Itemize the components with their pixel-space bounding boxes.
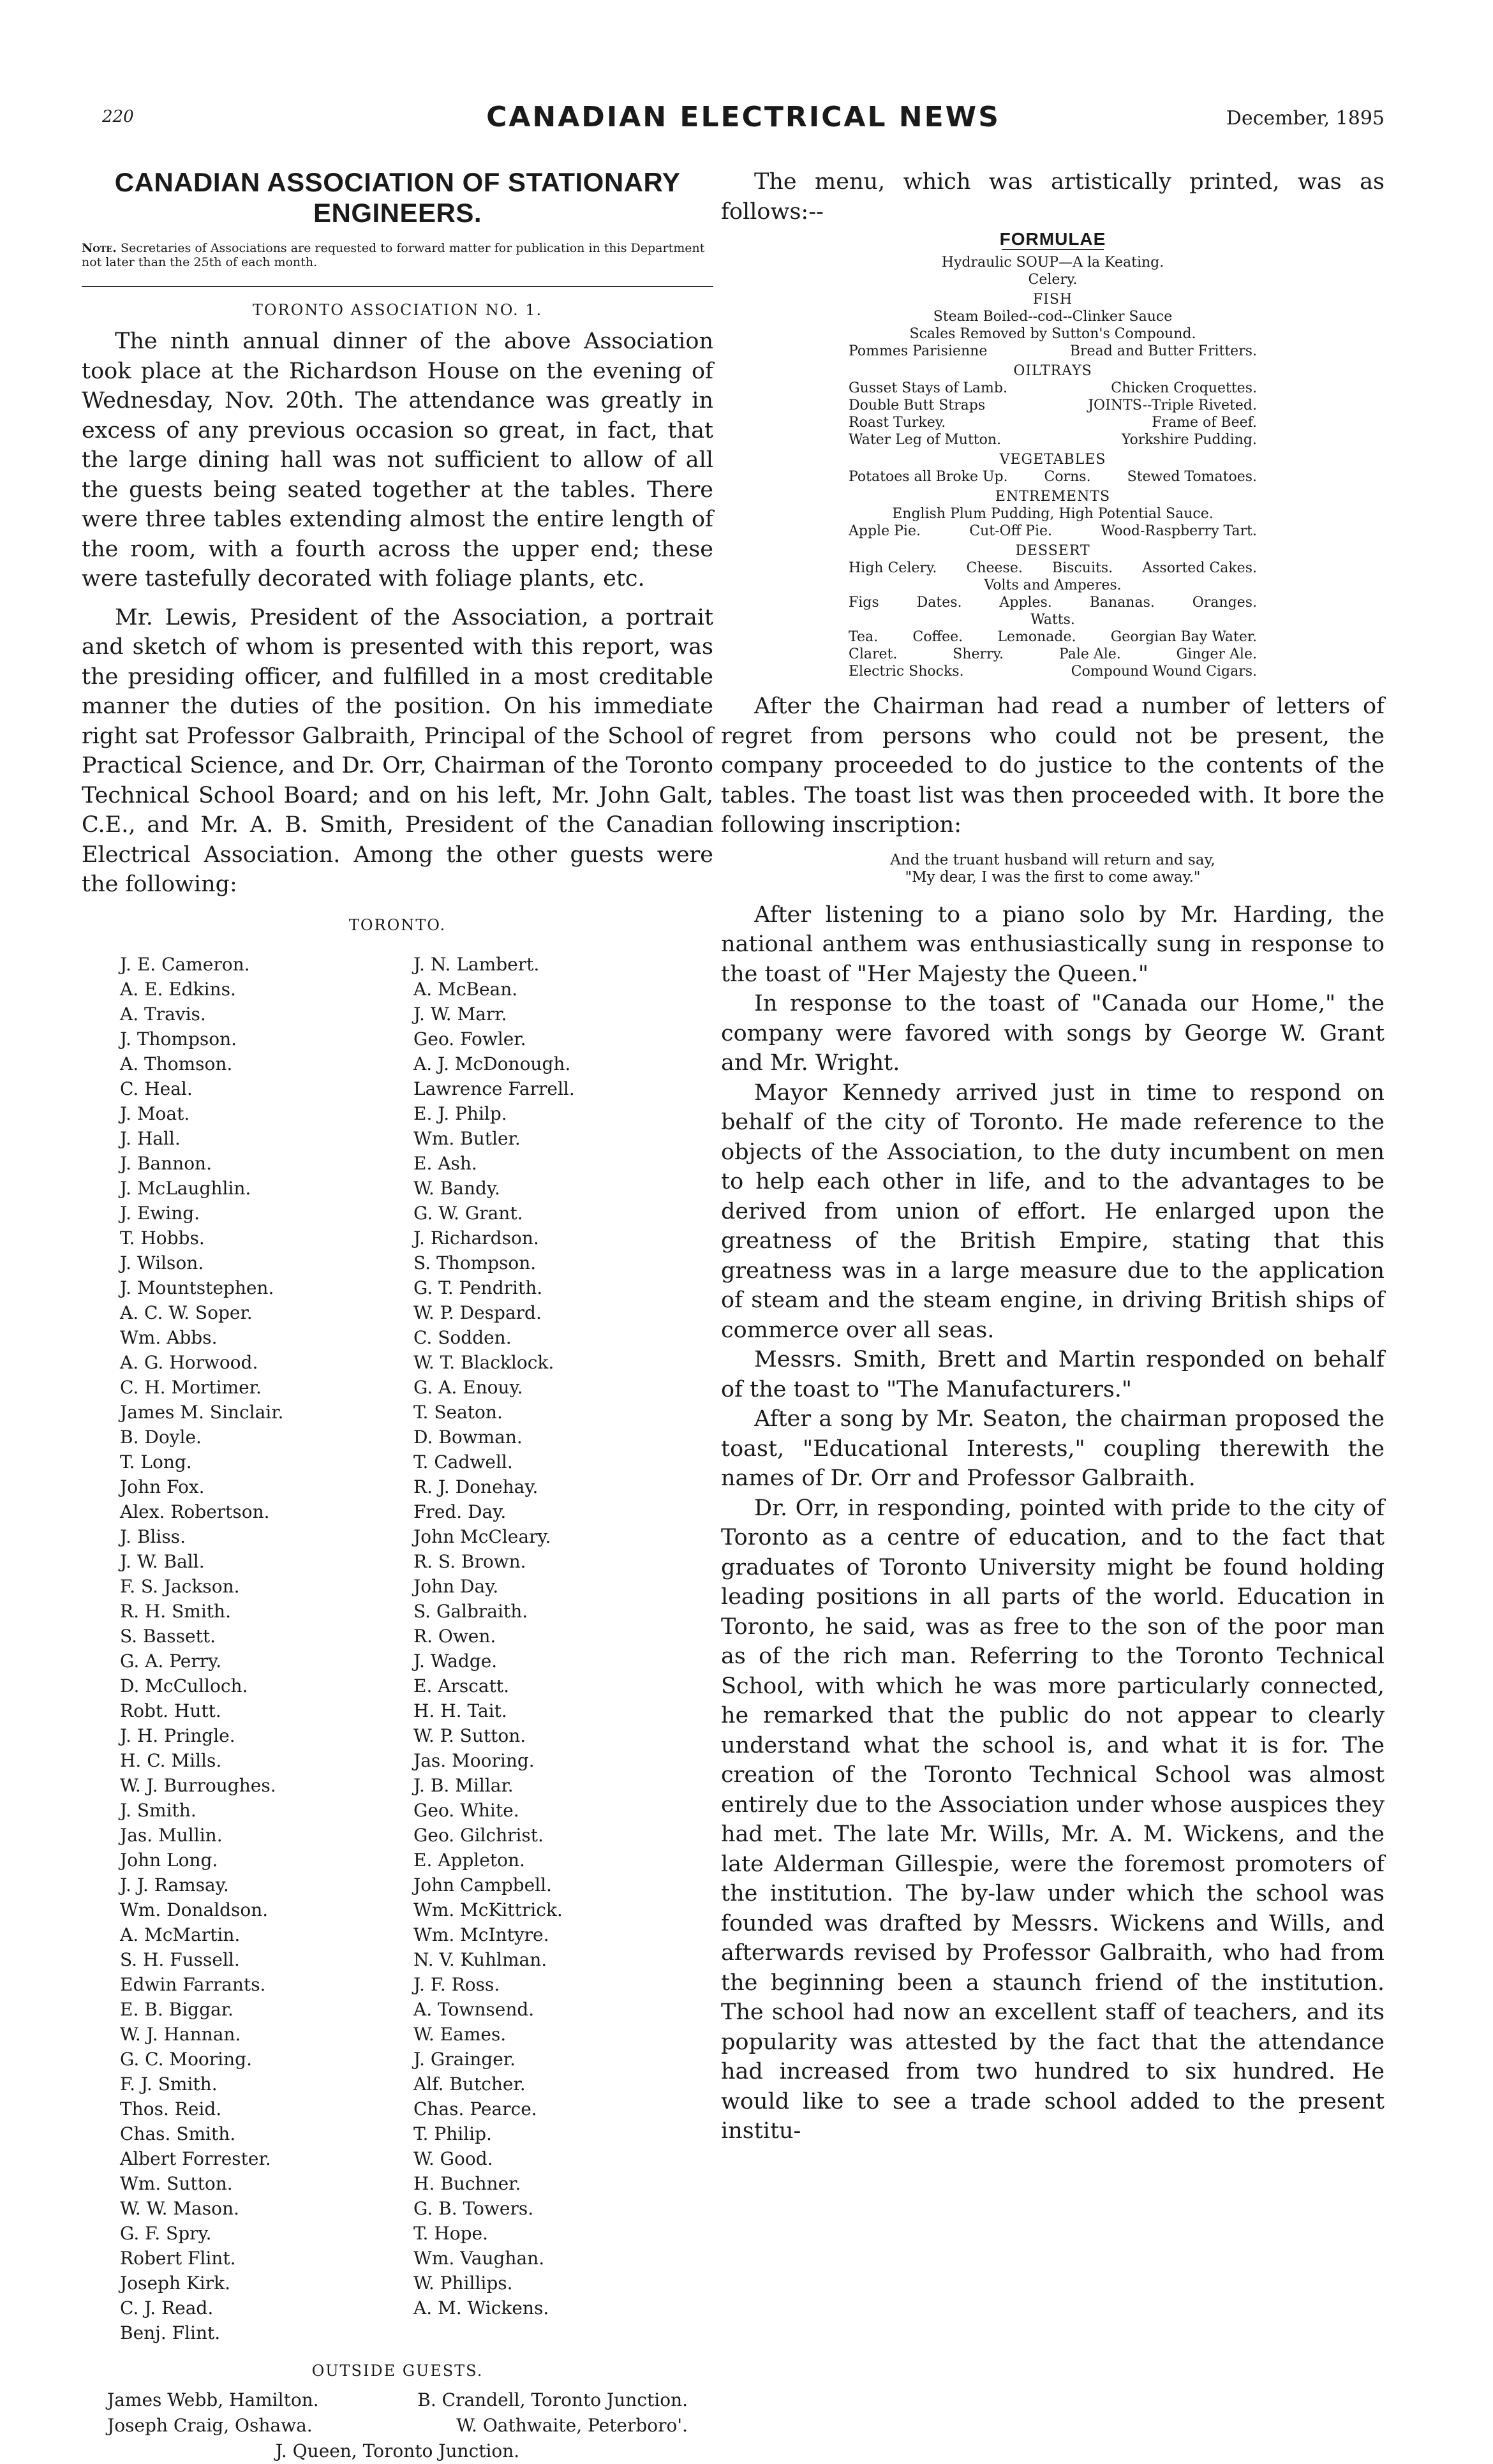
guest-name: J. F. Ross. — [413, 1973, 500, 1995]
guest-name: A. Thomson. — [120, 1053, 233, 1074]
guest-name: Albert Forrester. — [120, 2148, 271, 2169]
menu-item: Figs — [849, 595, 879, 611]
menu-item: Chicken Croquettes. — [1111, 380, 1257, 396]
guest-name: A. McBean. — [413, 978, 518, 1000]
menu-title: FORMULAE — [999, 229, 1106, 249]
guest-name: T. Long. — [120, 1451, 192, 1473]
inscription-line: And the truant husband will return and say, — [890, 851, 1215, 868]
guest-name: J. H. Pringle. — [120, 1725, 235, 1746]
menu-course: OILTRAYS — [1013, 363, 1092, 379]
guest-name: W. Phillips. — [413, 2272, 513, 2294]
menu-line — [849, 325, 1257, 343]
guest-name: Alex. Robertson. — [120, 1501, 270, 1522]
menu-item: Double Butt Straps — [849, 397, 986, 413]
menu-item: Oranges. — [1192, 595, 1257, 611]
menu-item: Tea. — [849, 629, 879, 645]
guest-name: A. Townsend. — [413, 1998, 535, 2020]
menu-item: Sherry. — [953, 646, 1004, 662]
guest-name: D. Bowman. — [413, 1426, 523, 1448]
menu-item: Stewed Tomatoes. — [1127, 469, 1257, 485]
menu-item: Roast Turkey. — [849, 415, 946, 431]
guest-name: J. J. Ramsay. — [120, 1874, 229, 1896]
menu-item: Celery. — [1028, 272, 1078, 288]
guest-name: W. W. Mason. — [120, 2197, 239, 2219]
guest-name: Geo. Fowler. — [413, 1028, 526, 1050]
guest-name: G. B. Towers. — [413, 2197, 534, 2219]
guest-name: Jas. Mooring. — [413, 1749, 535, 1771]
guest-name: G. A. Perry. — [120, 1650, 222, 1672]
guest-name: W. P. Sutton. — [413, 1725, 526, 1746]
guest-column-2 — [413, 952, 707, 2345]
guest-name: J. Queen, Toronto Junction. — [275, 2440, 520, 2461]
menu-item: Bananas. — [1089, 595, 1155, 611]
menu-item: Biscuits. — [1051, 560, 1113, 576]
menu-line — [849, 523, 1257, 540]
guest-name: J. Thompson. — [120, 1028, 237, 1050]
menu-item: Lemonade. — [997, 629, 1076, 645]
paragraph: After a song by Mr. Seaton, the chairman proposed the toast, "Educational Interests," coupling therewith the names of Dr. Orr and Professor Galbraith. — [721, 1406, 1385, 1491]
guest-name: J. McLaughlin. — [120, 1177, 251, 1199]
guest-name: W. P. Despard. — [413, 1302, 542, 1323]
menu-line — [849, 468, 1257, 486]
guest-name: W. Oathwaite, Peterboro'. — [456, 2414, 688, 2436]
guest-name: R. J. Donehay. — [413, 1476, 539, 1497]
guest-name: J. Grainger. — [413, 2048, 516, 2070]
inscription-line: "My dear, I was the first to come away." — [905, 868, 1201, 886]
menu-item: Compound Wound Cigars. — [1071, 664, 1257, 679]
guest-name: S. H. Fussell. — [120, 1948, 240, 1970]
guest-name: A. E. Edkins. — [120, 978, 236, 1000]
menu-item: Water Leg of Mutton. — [849, 432, 1002, 448]
guest-name: Edwin Farrants. — [120, 1973, 266, 1995]
guest-name: J. N. Lambert. — [413, 953, 540, 975]
guest-name: J. Wadge. — [413, 1650, 498, 1672]
page-number: 220 — [102, 107, 134, 126]
outside-guests — [82, 2387, 713, 2464]
guest-name: C. J. Read. — [120, 2297, 214, 2319]
guest-name: J. Smith. — [120, 1799, 197, 1821]
guest-name: Joseph Kirk. — [120, 2272, 231, 2294]
menu-course: ENTREMENTS — [995, 489, 1111, 505]
menu-item: Potatoes all Broke Up. — [849, 469, 1008, 485]
menu-item: Steam Boiled--cod--Clinker Sauce — [933, 309, 1173, 325]
menu-line — [849, 505, 1257, 523]
journal-title: CANADIAN ELECTRICAL NEWS — [486, 101, 1000, 133]
menu-item: Yorkshire Pudding. — [1121, 432, 1257, 448]
guest-name: Geo. White. — [413, 1799, 519, 1821]
guest-name: T. Philip. — [413, 2123, 492, 2144]
guest-name: G. F. Spry. — [120, 2222, 212, 2244]
guest-name: B. Crandell, Toronto Junction. — [417, 2389, 688, 2410]
menu-item: Electric Shocks. — [849, 664, 964, 679]
paragraph: After the Chairman had read a number of letters of regret from persons who could not be present, the company proceeded to do justice to the contents of the tables. The toast list was then proceeded with. It bore the following inscription: — [721, 694, 1385, 838]
guest-name: E. Ash. — [413, 1152, 477, 1174]
guest-name: Alf. Butcher. — [413, 2073, 526, 2095]
menu-item: JOINTS--Triple Riveted. — [1088, 397, 1257, 413]
note-label: Note. — [82, 241, 117, 255]
menu-line — [849, 380, 1257, 397]
guest-name: G. T. Pendrith. — [413, 1277, 543, 1298]
menu-item: Bread and Butter Fritters. — [1069, 343, 1257, 359]
menu-item: High Celery. — [849, 560, 937, 576]
guest-name: Benj. Flint. — [120, 2322, 221, 2343]
divider — [82, 286, 713, 287]
menu-item: Assorted Cakes. — [1142, 560, 1257, 576]
guest-name: Joseph Craig, Oshawa. — [107, 2414, 313, 2436]
guest-name: Robert Flint. — [120, 2247, 236, 2269]
outside-guests-row — [82, 2387, 713, 2413]
guest-name: J. B. Millar. — [413, 1774, 514, 1796]
menu-item: English Plum Pudding, High Potential Sauce. — [892, 506, 1214, 522]
menu-item: Scales Removed by Sutton's Compound. — [909, 326, 1196, 342]
menu-item: Claret. — [849, 646, 898, 662]
menu-line — [849, 577, 1257, 594]
guest-name: Robt. Hutt. — [120, 1700, 221, 1721]
outside-guests-row — [82, 2438, 713, 2464]
toast-inscription — [721, 852, 1385, 886]
guest-name: S. Bassett. — [120, 1625, 216, 1647]
guest-name: G. A. Enouy. — [413, 1376, 523, 1398]
guest-name: Jas. Mullin. — [120, 1824, 223, 1846]
menu-item: Cut-Off Pie. — [969, 523, 1053, 539]
guest-name: J. Wilson. — [120, 1252, 204, 1273]
menu-item: Coffee. — [912, 629, 963, 645]
menu-line — [849, 397, 1257, 414]
menu-line — [849, 343, 1257, 360]
guest-name: John Campbell. — [413, 1874, 552, 1896]
menu-item: Georgian Bay Water. — [1110, 629, 1257, 645]
guest-name: John Day. — [413, 1575, 499, 1597]
guest-name: T. Hope. — [413, 2222, 489, 2244]
guest-name: S. Thompson. — [413, 1252, 537, 1273]
guest-name: C. Sodden. — [413, 1326, 512, 1348]
guest-name: Geo. Gilchrist. — [413, 1824, 544, 1846]
guest-name: W. Eames. — [413, 2023, 507, 2045]
paragraph: The ninth annual dinner of the above Association took place at the Richardson House on the evening of Wednesday, Nov. 20th. The attendance was greatly in excess of any previous occasion so great, in fact, that the large dining hall was not sufficient to allow of all the guests being seated together at the tables. There were three tables extending almost the entire length of the room, with a fourth across the upper end; these were tastefully decorated with foliage plants, etc. — [82, 329, 713, 591]
guest-name: Lawrence Farrell. — [413, 1078, 575, 1099]
menu-item: Apples. — [999, 595, 1052, 611]
guest-name: R. H. Smith. — [120, 1600, 231, 1622]
guest-name: A. G. Horwood. — [120, 1351, 258, 1373]
guest-name: James Webb, Hamilton. — [107, 2389, 319, 2410]
left-column — [82, 167, 713, 2464]
guest-name: J. Mountstephen. — [120, 1277, 274, 1298]
guest-name: Chas. Pearce. — [413, 2098, 537, 2119]
guest-name: W. T. Blacklock. — [413, 1351, 554, 1373]
guest-name: Wm. McIntyre. — [413, 1924, 549, 1945]
menu-line — [849, 254, 1257, 271]
guest-name: G. W. Grant. — [413, 1202, 523, 1224]
guest-name: W. Good. — [413, 2148, 493, 2169]
guest-name: T. Seaton. — [413, 1401, 503, 1423]
menu-item: Pommes Parisienne — [849, 343, 988, 359]
divider — [1002, 249, 1104, 250]
guest-name: John Fox. — [120, 1476, 205, 1497]
guest-name: F. J. Smith. — [120, 2073, 218, 2095]
guest-name: J. Ewing. — [120, 1202, 200, 1224]
guest-name: J. E. Cameron. — [120, 953, 250, 975]
paragraph: Dr. Orr, in responding, pointed with pride to the city of Toronto as a centre of education, and to the fact that graduates of Toronto University might be found holding leading positions in all parts of the world. Education in Toronto, he said, was as free to the son of the poor man as of the rich man. Referring to the Toronto Technical School, with which he was more particularly connected, he remarked that the public do not appear to clearly understand what the school is, and what it is for. The creation of the Toronto Technical School was almost entirely due to the Association under whose auspices they had met. The late Mr. Wills, Mr. A. M. Wickens, and the late Alderman Gillespie, were the foremost promoters of the institution. The by-law under which the school was founded was drafted by Messrs. Wickens and Wills, and afterwards revised by Professor Galbraith, who had from the beginning been a staunch friend of the institution. The school had now an excellent staff of teachers, and its popularity was attested by the fact that the attendance had increased from two hundred to six hundred. He would like to see a trade school added to the present institu- — [721, 1495, 1385, 2144]
guest-name: Wm. McKittrick. — [413, 1899, 563, 1920]
menu-item: Apple Pie. — [849, 523, 921, 539]
guest-list — [120, 952, 713, 2345]
menu-line — [849, 431, 1257, 449]
guest-name: F. S. Jackson. — [120, 1575, 240, 1597]
menu-line — [849, 560, 1257, 577]
menu-item: Cheese. — [966, 560, 1023, 576]
menu-item: Hydraulic SOUP—A la Keating. — [941, 255, 1164, 271]
paragraph: Messrs. Smith, Brett and Martin responded on behalf of the toast to "The Manufacturers." — [721, 1347, 1385, 1402]
guest-name: H. H. Tait. — [413, 1700, 507, 1721]
guest-name: John Long. — [120, 1849, 218, 1871]
menu-item: Ginger Ale. — [1176, 646, 1257, 662]
guest-name: G. C. Mooring. — [120, 2048, 252, 2070]
guest-name: H. C. Mills. — [120, 1749, 222, 1771]
menu-item: Corns. — [1044, 469, 1091, 485]
guest-name: J. W. Ball. — [120, 1550, 205, 1572]
guest-name: A. McMartin. — [120, 1924, 241, 1945]
menu-line — [849, 611, 1257, 628]
guest-name: N. V. Kuhlman. — [413, 1948, 547, 1970]
guest-name: W. Bandy. — [413, 1177, 500, 1199]
menu-line — [849, 308, 1257, 325]
menu-item: Volts and Amperes. — [984, 577, 1122, 593]
menu-course: DESSERT — [1015, 543, 1090, 559]
guest-name: R. S. Brown. — [413, 1550, 526, 1572]
guest-name: C. Heal. — [120, 1078, 193, 1099]
guest-name: John McCleary. — [413, 1525, 551, 1547]
guest-name: Fred. Day. — [413, 1501, 507, 1522]
guest-name: Wm. Vaughan. — [413, 2247, 545, 2269]
menu-line — [849, 628, 1257, 646]
guest-name: James M. Sinclair. — [120, 1401, 284, 1423]
guest-name: E. Arscatt. — [413, 1675, 509, 1696]
editor-note — [82, 241, 713, 269]
menu-line — [849, 594, 1257, 611]
guest-name: E. J. Philp. — [413, 1102, 507, 1124]
guest-name: B. Doyle. — [120, 1426, 202, 1448]
menu-item: Gusset Stays of Lamb. — [849, 380, 1007, 396]
guest-name: H. Buchner. — [413, 2172, 521, 2194]
guest-name: W. J. Hannan. — [120, 2023, 241, 2045]
guest-name: Thos. Reid. — [120, 2098, 222, 2119]
paragraph: The menu, which was artistically printed, was as follows:-- — [721, 169, 1385, 225]
menu-item: Pale Ale. — [1058, 646, 1121, 662]
menu-course: FISH — [1032, 292, 1073, 308]
guest-name: A. M. Wickens. — [413, 2297, 549, 2319]
guest-name: J. Bliss. — [120, 1525, 186, 1547]
guest-name: J. W. Marr. — [413, 1003, 507, 1025]
guest-name: T. Hobbs. — [120, 1227, 205, 1249]
menu-item: Watts. — [1030, 612, 1075, 628]
guest-name: C. H. Mortimer. — [120, 1376, 262, 1398]
menu-item: Dates. — [916, 595, 962, 611]
menu-course: VEGETABLES — [999, 452, 1106, 468]
guest-name: J. Moat. — [120, 1102, 190, 1124]
running-header — [102, 101, 1385, 139]
guest-name: Chas. Smith. — [120, 2123, 236, 2144]
subheading: TORONTO ASSOCIATION NO. 1. — [252, 301, 543, 319]
guest-name: A. C. W. Soper. — [120, 1302, 253, 1323]
guest-name: Wm. Donaldson. — [120, 1899, 269, 1920]
toronto-label: TORONTO. — [348, 916, 447, 934]
guest-name: J. Bannon. — [120, 1152, 212, 1174]
guest-name: D. McCulloch. — [120, 1675, 248, 1696]
guest-name: A. Travis. — [120, 1003, 206, 1025]
paragraph: Mr. Lewis, President of the Association, a portrait and sketch of whom is presented with this report, was the presiding officer, and fulfilled in a most creditable manner the duties of the position. On his immediate right sat Professor Galbraith, Principal of the School of Practical Science, and Dr. Orr, Chairman of the Toronto Technical School Board; and on his left, Mr. John Galt, C.E., and Mr. A. B. Smith, President of the Canadian Electrical Association. Among the other guests were the following: — [82, 604, 713, 897]
guest-name: J. Richardson. — [413, 1227, 539, 1249]
issue-date: December, 1895 — [1226, 107, 1385, 130]
menu-line — [849, 646, 1257, 663]
guest-name: W. J. Burroughes. — [120, 1774, 276, 1796]
guest-name: R. Owen. — [413, 1625, 496, 1647]
guest-name: Wm. Butler. — [413, 1127, 521, 1149]
paragraph: In response to the toast of "Canada our Home," the company were favored with songs by George W. Grant and Mr. Wright. — [721, 991, 1385, 1076]
guest-name: Wm. Abbs. — [120, 1326, 218, 1348]
menu-line — [849, 663, 1257, 680]
guest-name: E. B. Biggar. — [120, 1998, 234, 2020]
menu-item: Wood-Raspberry Tart. — [1101, 523, 1257, 539]
menu-line — [849, 414, 1257, 431]
guest-name: A. J. McDonough. — [413, 1053, 571, 1074]
outside-guests-label: OUTSIDE GUESTS. — [311, 2361, 484, 2380]
menu-item: Frame of Beef. — [1152, 415, 1257, 431]
paragraph: After listening to a piano solo by Mr. Harding, the national anthem was enthusiastically sung in response to the toast of "Her Majesty the Queen." — [721, 902, 1385, 987]
guest-name: T. Cadwell. — [413, 1451, 513, 1473]
outside-guests-row — [82, 2413, 713, 2438]
guest-name: Wm. Sutton. — [120, 2172, 233, 2194]
right-column — [721, 167, 1385, 2146]
guest-name: J. Hall. — [120, 1127, 181, 1149]
menu-line — [849, 271, 1257, 288]
paragraph: Mayor Kennedy arrived just in time to respond on behalf of the city of Toronto. He made reference to the objects of the Association, to the duty incumbent on men to help each other in life, and to the advantages to be derived from union of effort. He enlarged upon the greatness of the British Empire, stating that this greatness was in a large measure due to the application of steam and the steam engine, in driving British ships of commerce over all seas. — [721, 1080, 1385, 1343]
guest-column-1 — [120, 952, 413, 2345]
section-heading: CANADIAN ASSOCIATION OF STATIONARY ENGINEERS. — [114, 167, 681, 228]
guest-name: S. Galbraith. — [413, 1600, 528, 1622]
guest-name: E. Appleton. — [413, 1849, 525, 1871]
note-text: Secretaries of Associations are requested to forward matter for publication in this Department not later than the 25th of each month. — [82, 241, 705, 269]
dinner-menu — [849, 230, 1257, 680]
